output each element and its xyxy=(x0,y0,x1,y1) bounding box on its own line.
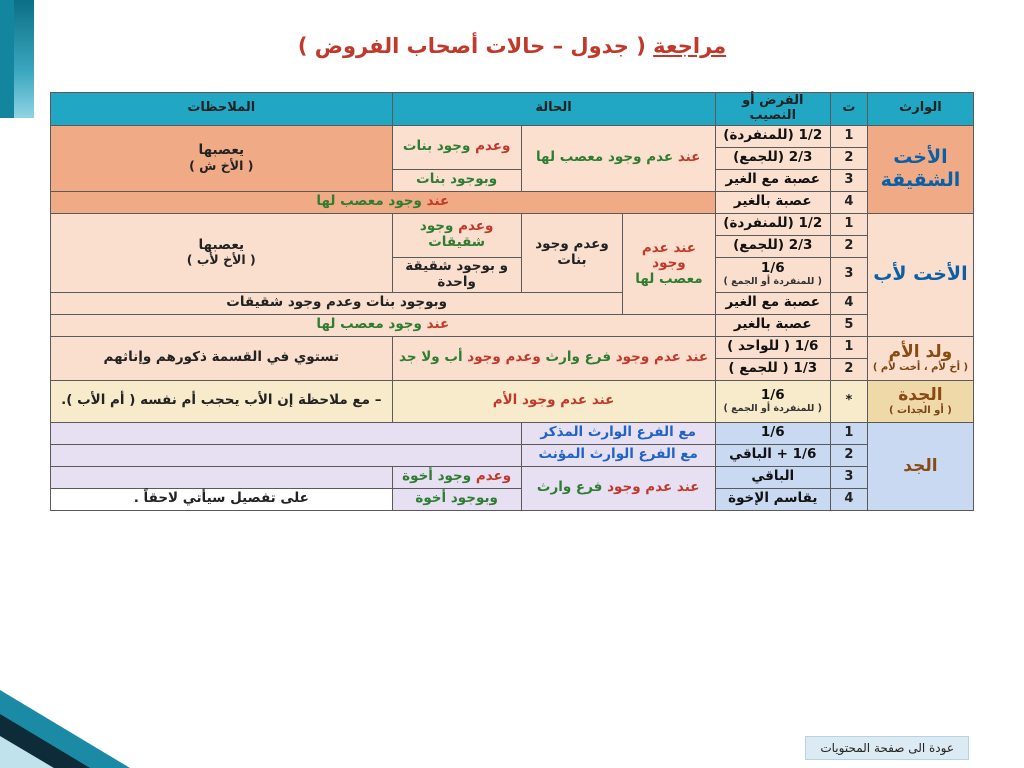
state-sub-cell-2: وبوجود أخوة xyxy=(392,488,521,510)
header-warith: الوارث xyxy=(867,93,973,126)
row-index: 3 xyxy=(830,257,867,292)
row-index: 2 xyxy=(830,444,867,466)
row-index: 1 xyxy=(830,422,867,444)
heir-cell-sister-paternal: الأخت لأب xyxy=(867,213,973,336)
state-sub-cell-2: وبوجود بنات xyxy=(392,169,521,191)
table-row xyxy=(51,422,974,444)
row-index: 2 xyxy=(830,235,867,257)
row-index: * xyxy=(830,380,867,422)
share-cell: 2/3 (للجمع) xyxy=(715,235,830,257)
share-cell: الباقي xyxy=(715,466,830,488)
state-row-full: عند وجود معصب لها xyxy=(51,314,716,336)
share-cell: عصبة بالغير xyxy=(715,191,830,213)
row-index: 1 xyxy=(830,213,867,235)
row-index: 3 xyxy=(830,169,867,191)
share-cell: 1/6 ( للمنفردة أو الجمع ) xyxy=(715,380,830,422)
table-row xyxy=(51,314,974,336)
decoration-top-left-bar-inner xyxy=(0,0,14,118)
table-row xyxy=(51,380,974,422)
heir-cell-grandfather: الجد xyxy=(867,422,973,510)
row-index: 4 xyxy=(830,292,867,314)
notes-cell-last: على تفصيل سيأتي لاحقاً . xyxy=(51,488,393,510)
header-t: ت xyxy=(830,93,867,126)
state-sub-cell-1: وعدم وجود بنات xyxy=(392,125,521,169)
decoration-triangle-light xyxy=(0,730,64,768)
share-cell: 1/6 + الباقي xyxy=(715,444,830,466)
page-title xyxy=(0,34,1024,58)
table-row xyxy=(51,336,974,358)
heir-cell-grandmother: الجدة ( أو الجدات ) xyxy=(867,380,973,422)
notes-cell xyxy=(51,466,393,488)
decoration-bottom-left xyxy=(0,680,160,768)
table-header-row xyxy=(51,93,974,126)
back-to-contents-button[interactable]: عودة الى صفحة المحتويات xyxy=(805,736,969,760)
table-row xyxy=(51,213,974,235)
state-mid-cell: وعدم وجود بنات xyxy=(521,213,623,292)
row-index: 1 xyxy=(830,125,867,147)
notes-cell: يعصبها ( الأخ ش ) xyxy=(51,125,393,191)
inheritance-table xyxy=(50,92,974,511)
share-cell: 1/6 xyxy=(715,422,830,444)
notes-cell xyxy=(51,422,522,444)
notes-cell: – مع ملاحظة إن الأب يحجب أم نفسه ( أم الأب ). xyxy=(51,380,393,422)
row-index: 1 xyxy=(830,336,867,358)
state-sub-cell-1: وعدم وجود أخوة xyxy=(392,466,521,488)
share-cell: 1/6 ( للمنفردة أو الجمع ) xyxy=(715,257,830,292)
share-cell: 1/2 (للمنفردة) xyxy=(715,213,830,235)
state-main-cell: عند عدم وجود الأم xyxy=(392,380,715,422)
share-cell: عصبة مع الغير xyxy=(715,169,830,191)
share-cell: 1/2 (للمنفردة) xyxy=(715,125,830,147)
table-row xyxy=(51,292,974,314)
state-row-full: عند وجود معصب لها xyxy=(51,191,716,213)
state-cell: مع الفرع الوارث المذكر xyxy=(521,422,715,444)
row-index: 2 xyxy=(830,147,867,169)
row-index: 2 xyxy=(830,358,867,380)
share-cell: 2/3 (للجمع) xyxy=(715,147,830,169)
state-main-cell: عند عدم وجود فرع وارث وعدم وجود أب ولا جد xyxy=(392,336,715,380)
heir-cell-maternal-sibling: ولد الأم ( أخ لأم ، أخت لأم ) xyxy=(867,336,973,380)
state-sub-cell-1: وعدم وجود شقيقات xyxy=(392,213,521,257)
state-main-cell: عند عدم وجود معصب لها xyxy=(521,125,715,191)
state-merged-cell: عند عدم وجود فرع وارث xyxy=(521,466,715,510)
state-main-cell: عند عدم وجود معصب لها xyxy=(623,213,715,314)
share-cell: يقاسم الإخوة xyxy=(715,488,830,510)
notes-cell xyxy=(51,444,522,466)
share-cell: عصبة مع الغير xyxy=(715,292,830,314)
state-cell: مع الفرع الوارث المؤنث xyxy=(521,444,715,466)
table-row xyxy=(51,466,974,488)
header-fard: الفرض أو النصيب xyxy=(715,93,830,126)
row-index: 3 xyxy=(830,466,867,488)
heir-cell-sister-full: الأخت الشقيقة xyxy=(867,125,973,213)
notes-cell: تستوي في القسمة ذكورهم وإناثهم xyxy=(51,336,393,380)
row-index: 4 xyxy=(830,488,867,510)
page-title-underlined: مراجعة xyxy=(653,34,727,58)
row-index: 4 xyxy=(830,191,867,213)
table-row xyxy=(51,488,974,510)
row-index: 5 xyxy=(830,314,867,336)
state-row-wide: وبوجود بنات وعدم وجود شقيقات xyxy=(51,292,623,314)
share-cell: 1/6 ( للواحد ) xyxy=(715,336,830,358)
header-hala: الحالة xyxy=(392,93,715,126)
share-cell: 1/3 ( للجمع ) xyxy=(715,358,830,380)
table-row xyxy=(51,125,974,147)
table-row xyxy=(51,191,974,213)
share-cell: عصبة بالغير xyxy=(715,314,830,336)
header-mulahazat: الملاحظات xyxy=(51,93,393,126)
inheritance-table-wrapper xyxy=(50,92,974,511)
table-row xyxy=(51,444,974,466)
state-sub-cell-2: و بوجود شقيقة واحدة xyxy=(392,257,521,292)
notes-cell: يعصبها ( الأخ لأب ) xyxy=(51,213,393,292)
page-title-rest: ( جدول – حالات أصحاب الفروض ) xyxy=(297,34,654,58)
